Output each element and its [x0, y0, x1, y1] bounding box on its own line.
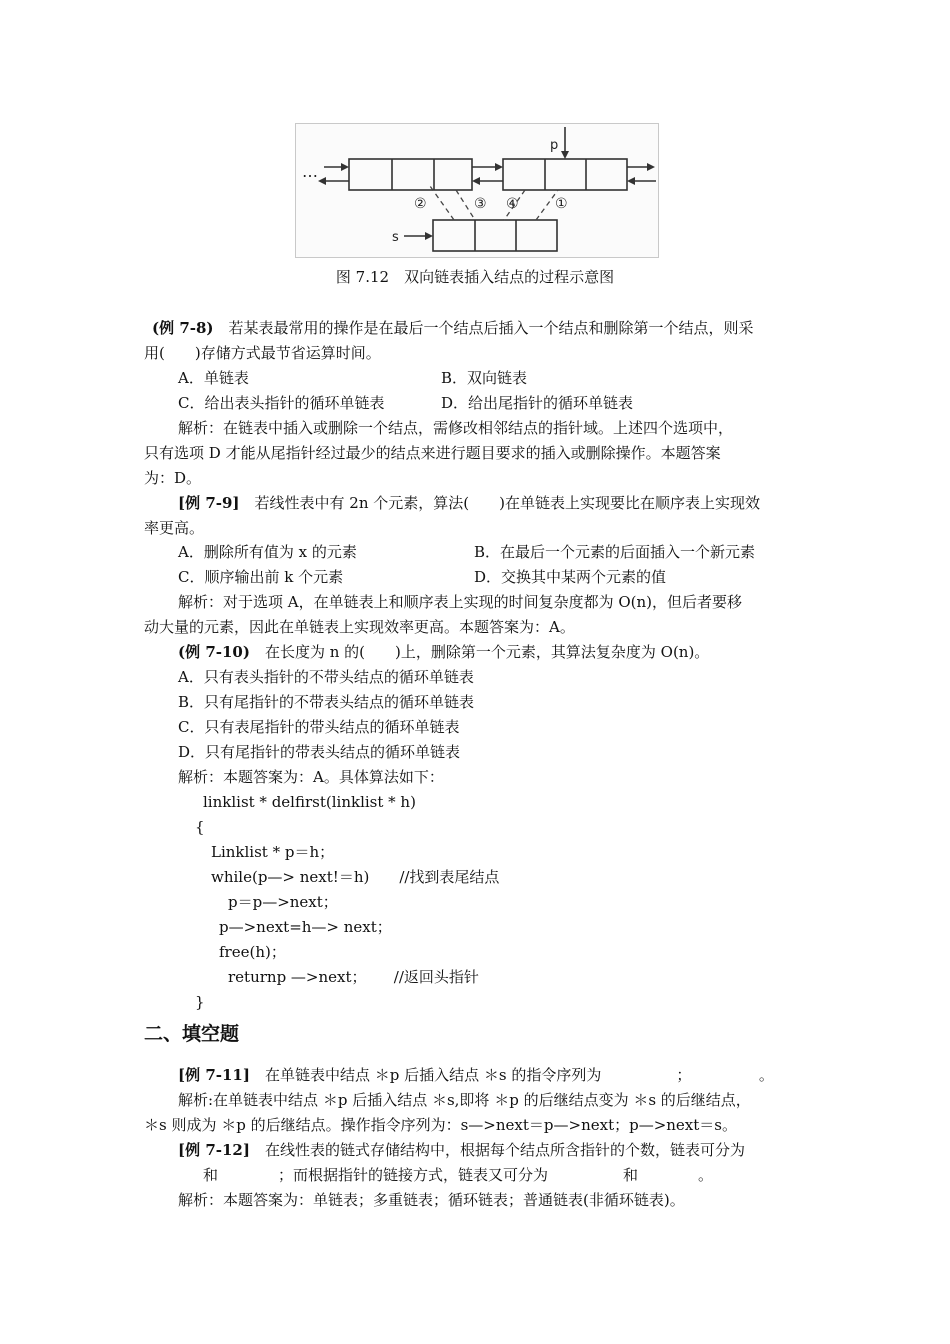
ex710-line1: 在长度为 n 的( )上，删除第一个元素，其算法复杂度为 O(n)。: [249, 643, 710, 661]
ex78-analysis-1: 解析：在链表中插入或删除一个结点，需修改相邻结点的指针域。上述四个选项中，: [178, 419, 734, 437]
ex710-option-a: A．只有表头指针的不带头结点的循环单链表: [178, 668, 474, 686]
code-line-7: free(h)；: [219, 943, 286, 961]
new-node-s: [433, 220, 557, 251]
ex710-analysis-1: 解析：本题答案为：A。具体算法如下：: [178, 768, 444, 786]
step3-link: [456, 190, 475, 220]
ex712-analysis-1: 解析：本题答案为：单链表；多重链表；循环链表；普通链表(非循环链表)。: [178, 1191, 685, 1209]
ex78-tag: (例 7-8): [152, 319, 214, 337]
code-line-3: Linklist * p＝h；: [211, 843, 335, 861]
ex78-line1: 若某表最常用的操作是在最后一个结点后插入一个结点和删除第一个结点，则采: [213, 319, 754, 337]
ex79-option-c: C．顺序输出前 k 个元素: [178, 568, 344, 586]
ex710-question: [178, 642, 709, 664]
ex710-option-d: D．只有尾指针的带表头结点的循环单链表: [178, 743, 461, 761]
ex79-option-b: B．在最后一个元素的后面插入一个新元素: [474, 543, 756, 561]
ex79-option-d: D．交换其中某两个元素的值: [474, 568, 667, 586]
ex711-analysis-2: ＊s 则成为 ＊p 的后继结点。操作指令序列为：s—>next＝p—>next；p—>next＝s。: [144, 1116, 737, 1134]
doubly-linked-list-diagram: [296, 124, 658, 257]
step4-label: ④: [506, 196, 519, 212]
ex711-question: [178, 1065, 774, 1087]
ex78-question: [152, 318, 754, 340]
ex79-line1: 若线性表中有 2n 个元素，算法( )在单链表上实现要比在顺序表上实现效: [239, 494, 760, 512]
ex78-option-c: C．给出表头指针的循环单链表: [178, 394, 385, 412]
ex711-line1: 在单链表中结点 ＊p 后插入结点 ＊s 的指令序列为 ； 。: [249, 1066, 774, 1084]
step2-link: [430, 186, 454, 220]
code-line-1: linklist * delfirst(linklist * h): [203, 793, 416, 811]
code-line-5: p＝p—>next；: [228, 893, 338, 911]
code-line-6: p—>next=h—> next；: [219, 918, 392, 936]
ex78-analysis-3: 为：D。: [144, 469, 202, 487]
ex712-line2: 和 ；而根据指针的链接方式，链表又可分为 和 。: [203, 1166, 714, 1184]
ex711-tag: [例 7-11]: [178, 1066, 250, 1084]
ex79-option-a: A．删除所有值为 x 的元素: [178, 543, 357, 561]
figure-caption: 图 7.12 双向链表插入结点的过程示意图: [335, 268, 615, 286]
pointer-p-label: p: [550, 138, 559, 153]
step2-label: ②: [414, 196, 427, 212]
step3-label: ③: [474, 196, 487, 212]
linked-list-figure: [295, 123, 659, 258]
ex79-analysis-1: 解析：对于选项 A，在单链表上和顺序表上实现的时间复杂度都为 O(n)，但后者要移: [178, 593, 743, 611]
code-line-4: while(p—> next!＝h) //找到表尾结点: [211, 868, 500, 886]
ex78-option-b: B．双向链表: [441, 369, 528, 387]
ellipsis-label: …: [302, 162, 318, 181]
ex711-analysis-1: 解析:在单链表中结点 ＊p 后插入结点 ＊s,即将 ＊p 的后继结点变为 ＊s 的后继结点，: [178, 1091, 751, 1109]
code-line-8: returnp —>next； //返回头指针: [228, 968, 479, 986]
pointer-s-label: s: [392, 230, 399, 245]
ex78-option-a: A．单链表: [178, 369, 249, 387]
ex78-analysis-2: 只有选项 D 才能从尾指针经过最少的结点来进行题目要求的插入或删除操作。本题答案: [144, 444, 721, 462]
left-node: [349, 159, 472, 190]
ex79-analysis-2: 动大量的元素，因此在单链表上实现效率更高。本题答案为：A。: [144, 618, 575, 636]
ex79-line2: 率更高。: [144, 519, 205, 537]
ex712-line1: 在线性表的链式存储结构中，根据每个结点所含指针的个数，链表可分为: [249, 1141, 745, 1159]
code-line-9: }: [195, 993, 205, 1011]
code-line-2: {: [195, 818, 205, 836]
ex78-line2: 用( )存储方式最节省运算时间。: [144, 344, 381, 362]
right-node: [503, 159, 627, 190]
ex712-question: [178, 1140, 745, 1162]
ex78-option-d: D．给出尾指针的循环单链表: [441, 394, 634, 412]
section-heading: 二、填空题: [144, 1023, 240, 1045]
ex710-option-b: B．只有尾指针的不带表头结点的循环单链表: [178, 693, 475, 711]
ex79-question: [178, 493, 760, 515]
ex710-tag: (例 7-10): [178, 643, 250, 661]
ex79-tag: [例 7-9]: [178, 494, 240, 512]
ex710-option-c: C．只有表尾指针的带头结点的循环单链表: [178, 718, 460, 736]
ex712-tag: [例 7-12]: [178, 1141, 250, 1159]
step1-label: ①: [555, 196, 568, 212]
